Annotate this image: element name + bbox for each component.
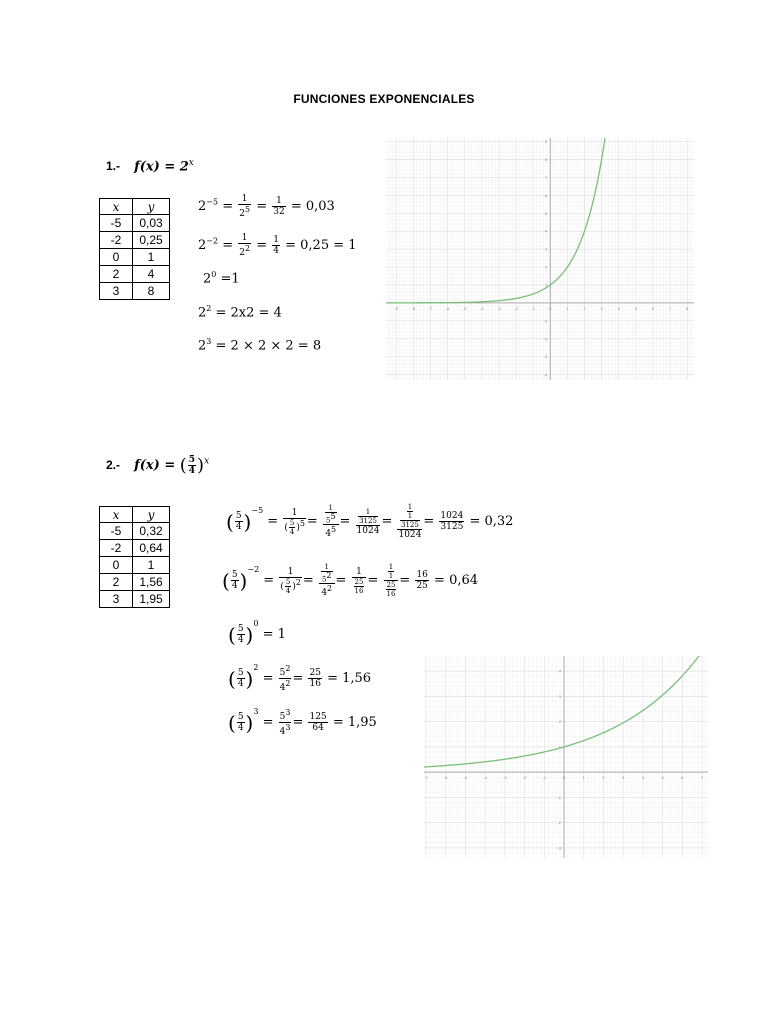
y-tick-label: 8 [545,157,548,163]
x-tick-label: 4 [617,305,620,311]
table-row [100,557,170,574]
graph-5-4-pow-x [424,656,708,858]
table-cell: 0 [100,249,133,266]
section-1-heading [106,158,194,174]
table-cell: 4 [133,266,170,283]
table-cell: 1 [133,557,170,574]
y-tick-label: -1 [557,794,562,800]
function-exponent: x [204,456,210,467]
x-tick-label: 0 [562,775,566,781]
table-cell: 0,64 [133,540,170,557]
x-tick-label: 5 [661,775,664,781]
table-row [100,591,170,608]
x-tick-label: -4 [483,775,487,781]
table-cell: -5 [100,215,133,232]
y-tick-label: -1 [543,318,548,324]
table-cell: 3 [100,283,133,300]
values-table-1 [99,198,170,300]
y-tick-label: -3 [543,354,548,360]
equation-1b: $2^{-2}$ = $\frac{1}{2^2}$ = $\frac{1}{4}$ = 0,25 = 1 [198,233,357,258]
table-row [100,266,170,283]
x-tick-label: 6 [681,775,684,781]
table-row [100,574,170,591]
x-tick-label: -5 [463,775,468,781]
x-tick-label: -2 [514,305,518,311]
function-exponent: x [188,158,194,168]
y-tick-label: 9 [545,139,548,145]
y-tick-label: 2 [558,719,562,725]
x-tick-label: -1 [542,775,547,781]
equation-2c: ( $\frac{5}{4}$ )$^0$ = 1 [228,619,286,647]
equation-2d: ( $\frac{5}{4}$ )$^2$ = $\frac{5^2}{4^2}$ = $\frac{25}{16}$ = 1,56 [228,663,372,693]
table-row [100,232,170,249]
table-row [100,283,170,300]
x-tick-label: -5 [462,305,467,311]
y-tick-label: 2 [545,264,548,270]
x-tick-label: -6 [443,775,448,781]
x-tick-label: 7 [700,775,704,781]
page-title: FUNCIONES EXPONENCIALES [293,92,475,106]
x-tick-label: 1 [582,775,585,781]
table-cell: -2 [100,540,133,557]
x-tick-label: 2 [602,775,605,781]
equation-1d: $2^2 = 2x2 = 4$ [198,304,282,321]
y-tick-label: -2 [557,820,562,826]
section-number: 1.- [106,159,121,174]
table-header-y: y [133,199,170,215]
y-tick-label: 1 [545,282,548,288]
table-row [100,540,170,557]
x-tick-label: -2 [522,775,527,781]
table-cell: 1,56 [133,574,170,591]
x-tick-label: -7 [424,775,428,781]
table-cell: 8 [133,283,170,300]
equation-2b: ( $\frac{5}{4}$ )$^{-2}$ = 1 ( $\frac{5}{4}$ )$^2$ = $\frac{\frac{1}{5^2}}{4^2}$ = $\frac{1}{\frac{25}{16}}$ = $\frac{\frac{1}{1}}{\frac{25}{16}}$ = $\frac{16}{25}$ = 0,64 [222,563,479,599]
x-tick-label: 3 [622,775,625,781]
table-row [100,523,170,540]
table-cell: 0,03 [133,215,170,232]
x-tick-label: -7 [428,305,433,311]
x-tick-label: -1 [531,305,535,311]
y-tick-label: -2 [543,336,548,342]
equation-1e: $2^3 = 2 \times 2 \times 2 = 8$ [198,337,322,354]
x-tick-label: -3 [503,775,507,781]
equation-1a: $2^{-5}$ = $\frac{1}{2^5}$ = $\frac{1}{32}$ = 0,03 [198,194,335,219]
y-tick-label: 3 [545,246,548,252]
table-cell: 2 [100,574,133,591]
x-tick-label: 0 [549,305,552,311]
x-tick-label: 1 [566,305,569,311]
x-tick-label: -8 [411,305,416,311]
x-tick-label: 3 [600,305,603,311]
table-cell: 0,25 [133,232,170,249]
equation-2a: ( $\frac{5}{4}$ )$^{-5}$ = 1 ( $\frac{5}{4}$ )$^5$ = $\frac{\frac{1}{5^5}}{4^5}$ = $\frac{\frac{1}{3125}}{1024}$ = $\frac{\frac{\frac{1}{1}}{3125}}{1024}$ = $\frac{1024}{3125}$ = 0,32 [226,503,514,540]
table-row [100,249,170,266]
table-header-x: x [100,199,133,215]
x-tick-label: 7 [668,305,672,311]
section-number: 2.- [106,458,121,472]
x-tick-label: 4 [641,775,645,781]
y-tick-label: 4 [558,668,562,674]
function-lhs: f(x) = [134,458,180,473]
y-tick-label: 5 [545,210,548,216]
table-cell: 3 [100,591,133,608]
table-header-x: x [100,507,133,523]
y-tick-label: -4 [543,372,548,378]
table-cell: 0,32 [133,523,170,540]
function-lhs: f(x) = [134,159,180,175]
x-tick-label: -3 [497,305,501,311]
y-tick-label: 1 [558,744,562,750]
x-tick-label: -6 [445,305,450,311]
graph-2-pow-x [386,138,694,380]
table-cell: -2 [100,232,133,249]
y-tick-label: 6 [545,192,548,198]
values-table-2 [99,506,170,608]
equation-1c: $2^0 =1$ [203,270,240,287]
section-2-heading: 2.- f(x) = ( $\frac{5}{4}$ )$^x$ [106,454,210,476]
x-tick-label: -4 [480,305,484,311]
x-tick-label: 8 [686,305,689,311]
y-tick-label: 7 [545,174,548,180]
table-cell: 1,95 [133,591,170,608]
table-cell: 1 [133,249,170,266]
x-tick-label: 2 [583,305,586,311]
y-tick-label: -3 [557,845,562,851]
function-base: 2 [179,159,189,175]
table-cell: -5 [100,523,133,540]
x-tick-label: -9 [394,305,399,311]
table-cell: 2 [100,266,133,283]
table-cell: 0 [100,557,133,574]
equation-2e: ( $\frac{5}{4}$ )$^3$ = $\frac{5^3}{4^3}$ = $\frac{125}{64}$ = 1,95 [228,707,377,737]
y-tick-label: 4 [545,228,548,234]
x-tick-label: 5 [634,305,637,311]
table-header-y: y [133,507,170,523]
table-row [100,215,170,232]
y-tick-label: 3 [558,693,562,699]
x-tick-label: 6 [651,305,655,311]
